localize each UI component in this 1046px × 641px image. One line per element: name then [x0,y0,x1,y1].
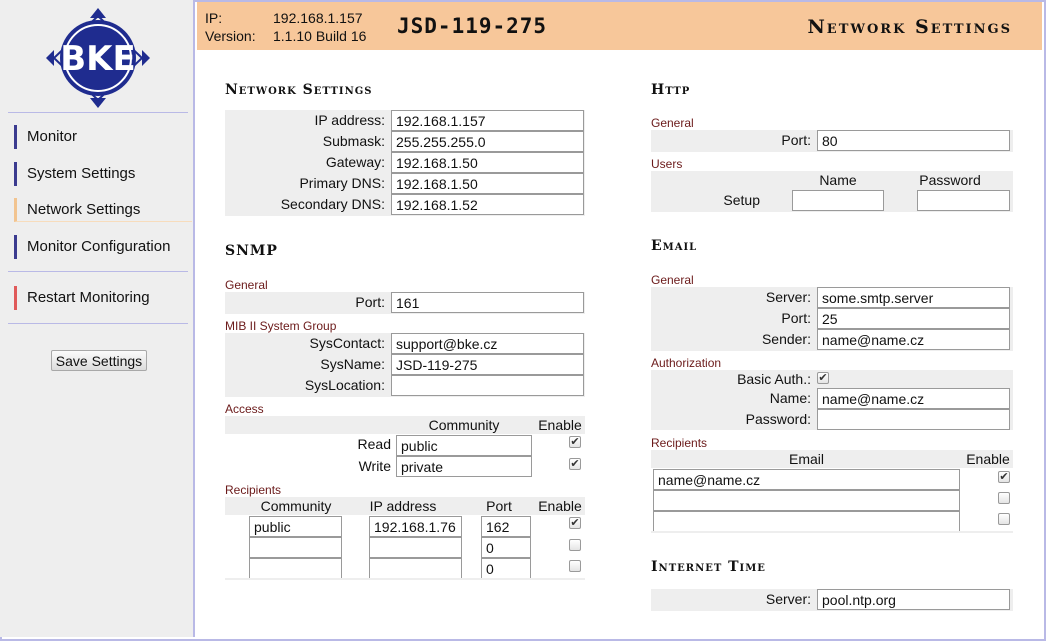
snmp-recipients-bottom [225,578,585,580]
snmp-recipient-community-input[interactable] [249,516,342,537]
auth-name-label: Name: [769,390,811,406]
network-settings-heading: Network Settings [225,82,373,98]
save-settings-button[interactable]: Save Settings [51,350,147,371]
snmp-recipient-ip-input[interactable] [369,558,462,579]
ip-address-input[interactable] [391,110,584,131]
syslocation-label: SysLocation: [304,377,385,393]
syscontact-input[interactable] [391,333,584,354]
email-recipient-input[interactable] [653,469,960,490]
snmp-recipient-ip-input[interactable] [369,516,462,537]
ntp-server-input[interactable] [817,589,1010,610]
write-enable-checkbox[interactable]: ✔ [570,458,580,470]
secondary-dns-label: Secondary DNS: [280,196,385,212]
sidebar-divider [8,271,188,272]
setup-user-label: Setup [723,192,760,208]
read-label: Read [357,436,391,452]
internet-time-heading: Internet Time [651,559,766,575]
email-recipient-enable-checkbox[interactable]: ✔ [999,471,1009,483]
gateway-label: Gateway: [325,154,385,170]
mib-subtitle: MIB II System Group [225,319,337,333]
sidebar-item-restart-monitoring[interactable]: Restart Monitoring [14,286,150,310]
email-recipient-input[interactable] [653,490,960,511]
smtp-port-label: Port: [781,310,811,326]
submask-label: Submask: [322,133,385,149]
header-bar [197,2,1042,50]
submask-input[interactable] [391,131,584,152]
users-subtitle: Users [651,157,683,171]
snmp-heading: SNMP [225,243,278,259]
email-enable-col-header: Enable [966,451,1010,467]
sysname-label: SysName: [320,356,385,372]
version-label: Version: [205,28,256,44]
basic-auth-label: Basic Auth.: [737,371,811,387]
snmp-recipient-enable-checkbox[interactable]: ✔ [570,517,580,529]
rcol-community-header: Community [260,498,332,514]
smtp-port-input[interactable] [817,308,1010,329]
syslocation-input[interactable] [391,375,584,396]
smtp-server-input[interactable] [817,287,1010,308]
email-recipient-input[interactable] [653,511,960,532]
users-password-header: Password [919,172,981,188]
sidebar-item-monitor[interactable]: Monitor [14,125,77,149]
secondary-dns-input[interactable] [391,194,584,215]
snmp-recipient-community-input[interactable] [249,537,342,558]
sysname-input[interactable] [391,354,584,375]
bke-logo [42,6,154,110]
device-name: JSD-119-275 [397,14,548,38]
primary-dns-label: Primary DNS: [299,175,385,191]
sender-input[interactable] [817,329,1010,350]
email-recipient-enable-checkbox[interactable] [998,513,1010,525]
read-community-input[interactable] [396,435,532,456]
snmp-recipient-port-input[interactable] [481,537,531,558]
access-subtitle: Access [225,402,264,416]
ip-address-label: IP address: [314,112,385,128]
snmp-recipient-enable-checkbox[interactable] [569,539,581,551]
auth-password-input[interactable] [817,409,1010,430]
ip-label: IP: [205,10,223,26]
ip-value: 192.168.1.157 [273,10,363,26]
snmp-port-input[interactable] [391,292,584,313]
setup-password-input[interactable] [917,190,1010,211]
basic-auth-checkbox[interactable]: ✔ [818,372,828,384]
read-enable-checkbox[interactable]: ✔ [570,436,580,448]
http-general-subtitle: General [651,116,694,130]
email-recipients-subtitle: Recipients [651,436,708,450]
write-label: Write [358,458,391,474]
http-port-input[interactable] [817,130,1010,151]
rcol-port-header: Port [486,498,512,514]
rcol-enable-header: Enable [538,498,582,514]
access-enable-header: Enable [538,417,582,433]
smtp-server-label: Server: [765,289,811,305]
sidebar-divider [8,112,188,113]
access-community-header: Community [428,417,500,433]
authorization-subtitle: Authorization [651,356,722,370]
sidebar-item-network-settings[interactable]: Network Settings [14,198,192,222]
syscontact-label: SysContact: [309,335,385,351]
http-heading: Http [651,82,691,98]
auth-password-label: Password: [745,411,811,427]
primary-dns-input[interactable] [391,173,584,194]
http-port-label: Port: [781,132,811,148]
snmp-recipient-ip-input[interactable] [369,537,462,558]
version-value: 1.1.10 Build 16 [273,28,367,44]
sidebar-item-system-settings[interactable]: System Settings [14,162,135,186]
snmp-recipients-subtitle: Recipients [225,483,282,497]
sidebar-item-monitor-configuration[interactable]: Monitor Configuration [14,235,170,259]
snmp-general-subtitle: General [225,278,268,292]
snmp-recipient-port-input[interactable] [481,516,531,537]
users-name-header: Name [819,172,857,188]
page-title: Network Settings [807,16,1012,38]
email-heading: Email [651,238,698,254]
logo-text: BKE [60,39,136,79]
auth-name-input[interactable] [817,388,1010,409]
ntp-server-label: Server: [765,591,811,607]
sender-label: Sender: [761,331,811,347]
gateway-input[interactable] [391,152,584,173]
snmp-recipient-port-input[interactable] [481,558,531,579]
email-general-subtitle: General [651,273,694,287]
email-col-header: Email [788,451,824,467]
sidebar-divider [8,323,188,324]
setup-name-input[interactable] [792,190,884,211]
write-community-input[interactable] [396,456,532,477]
email-recipients-bottom [651,531,1013,533]
snmp-port-label: Port: [355,294,385,310]
rcol-ip-header: IP address [369,498,437,514]
snmp-recipient-enable-checkbox[interactable] [569,560,581,572]
email-recipient-enable-checkbox[interactable] [998,492,1010,504]
sidebar [0,0,195,637]
snmp-recipient-community-input[interactable] [249,558,342,579]
